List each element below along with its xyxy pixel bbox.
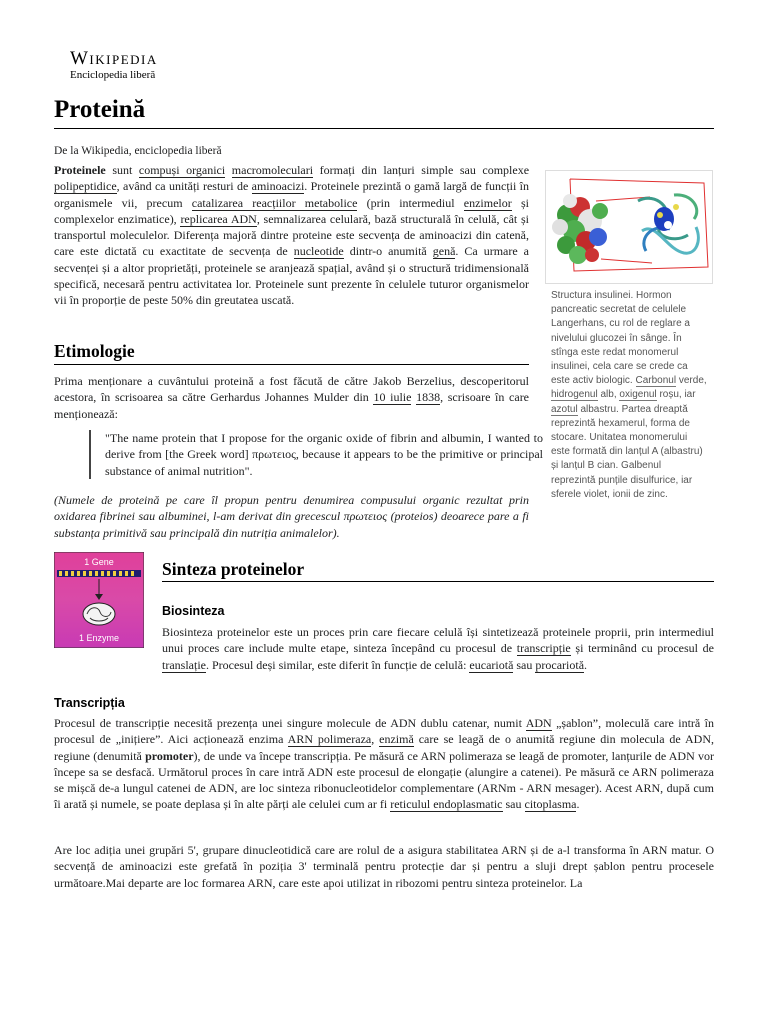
insulin-figure bbox=[545, 170, 713, 502]
etimologie-divider bbox=[54, 364, 529, 365]
berzelius-quote: "The name protein that I propose for the organic oxide of fibrin and albumin, I wanted to derive from [the Greek word] πρωτειος, because it appears to be the primitive or principal substance of animal nutrition". bbox=[89, 430, 543, 479]
link-enzimelor[interactable]: enzimelor bbox=[463, 195, 512, 210]
transcriptia-paragraph-2: Are loc adiția unei grupări 5', grupare dinucleotidică care are rolul de a asigura stabilitatea ARN și de a-l transforma în ARN matur. O secvență de aminoacizi este grefată în poziția 3' terminală pentru protecție dar și pentru a sluji drept șablon pentru procesele următoare.Mai departe are loc formarea ARN, care este apoi utilizat in ribozomi pentru sinteza proteinelor. La bbox=[54, 843, 714, 890]
heading-sinteza-proteinelor: Sinteza proteinelor bbox=[162, 559, 305, 579]
enzyme-label: 1 Enzyme bbox=[78, 633, 120, 643]
heading-transcriptia: Transcripția bbox=[54, 696, 125, 710]
link-1838[interactable]: 1838 bbox=[416, 390, 441, 405]
link-arn-polimeraza[interactable]: ARN polimeraza bbox=[287, 732, 372, 747]
logo-wordmark: Wikipedia bbox=[70, 48, 158, 69]
link-carbonul[interactable]: Carbonul bbox=[635, 375, 677, 387]
lead-paragraph: Proteinele sunt compuși organici macromoleculari formați din lanțuri simple sau complexe polipeptidice, având ca unități resturi de aminoacizi. Proteinele prezintă o gamă largă de funcții în organismele vii, precum catalizarea reacțiilor metabolice (prin intermediul enzimelor și complexelor enzimatice), replicarea ADN, semnalizarea celulară, bază structurală în celulă, cât și transportul moleculelor. Diferența majoră dintre proteine este secvența de aminoacizi din catenă, care este dictată cu exactitate de secvența de nucleotide dintr-o anumită genă. Ca urmare a secvenței și a altor proprietăți, proteinele se aranjează spațial, având și o structură tridimensională specifică, necesară pentru activitatea lor. Proteinele sunt prezente în celulele tuturor organismelor vii în proporție de peste 50% din greutatea uscată. bbox=[54, 163, 530, 308]
figure-caption: Structura insulinei. Hormon pancreatic secretat de celulele Langerhans, cu rol de reglare a nivelului glucozei în sânge. În stînga este redat monomerul insulinei, cela care se crede ca este activ biologic. Carbonul verde, hidrogenul alb, oxigenul roșu, iar azotul albastru. Partea dreaptă reprezintă hexamerul, forma de stocare. Unitatea monomerului este formată din lanțul A (albastru) și lanțul B cian. Galbenul reprezintă punțile disulfurice, iar sferele violet, ionii de zinc. bbox=[551, 290, 707, 500]
one-gene-one-enzyme-image[interactable] bbox=[54, 552, 144, 648]
link-macromoleculari[interactable]: macromoleculari bbox=[231, 163, 314, 177]
link-translatie[interactable]: translație bbox=[162, 657, 206, 672]
page-title: Proteină bbox=[54, 96, 146, 123]
biosinteza-paragraph: Biosinteza proteinelor este un proces prin care fiecare celulă își sintetizează proteinele proprii, prin intermediul unui proces care include multe etape, sinteza începând cu procesul de transcripție și terminând cu procesul de translație. Procesul deși similar, este diferit în funcție de celulă: eucariotă sau procariotă. bbox=[162, 625, 714, 672]
link-replicarea-adn[interactable]: replicarea ADN bbox=[180, 211, 257, 226]
link-polipeptidice[interactable]: polipeptidice bbox=[54, 179, 117, 194]
link-enzima[interactable]: enzimă bbox=[379, 732, 414, 747]
bold-promoter: promoter bbox=[145, 748, 194, 763]
heading-etimologie: Etimologie bbox=[54, 341, 135, 361]
link-gena[interactable]: genă bbox=[432, 244, 456, 259]
link-hidrogenul[interactable]: hidrogenul bbox=[551, 389, 598, 401]
link-citoplasma[interactable]: citoplasma bbox=[524, 797, 577, 812]
quote-translation: (Numele de proteină pe care îl propun pentru denumirea compusului organic rezultat prin oxidarea fibrinei sau albuminei, l-am derivat din grecescul πρωτειος (proteios) deoarece pare a fi substanța primitivă sau principală din nutriția animalelor). bbox=[54, 493, 529, 540]
site-subtitle: De la Wikipedia, enciclopedia liberă bbox=[54, 145, 222, 157]
title-divider bbox=[54, 128, 714, 129]
link-catalizarea-reactiilor[interactable]: catalizarea reacțiilor metabolice bbox=[191, 195, 358, 210]
link-azotul[interactable]: azotul bbox=[551, 403, 578, 415]
link-10-iulie[interactable]: 10 iulie bbox=[373, 390, 412, 405]
wikipedia-logo[interactable] bbox=[70, 50, 210, 82]
link-oxigenul[interactable]: oxigenul bbox=[619, 389, 657, 401]
link-nucleotide[interactable]: nucleotide bbox=[293, 244, 344, 259]
heading-biosinteza: Biosinteza bbox=[162, 604, 225, 618]
link-procariota[interactable]: procariotă bbox=[535, 657, 585, 672]
link-compusi-organici[interactable]: compuși organici bbox=[138, 163, 226, 177]
insulin-structure-image[interactable] bbox=[545, 170, 713, 284]
gene-label: 1 Gene bbox=[84, 557, 114, 567]
link-eucariota[interactable]: eucariotă bbox=[469, 657, 514, 672]
bold-term: Proteinele bbox=[54, 163, 106, 177]
link-transcriptie[interactable]: transcripție bbox=[516, 641, 571, 656]
transcriptia-paragraph-1: Procesul de transcripție necesită prezența unei singure molecule de ADN dublu catenar, numit ADN „șablon”, moleculă care intră în procesul de „inițiere”. Aici acționează enzima ARN polimeraza, enzimă care se leagă de o anumită regiune din molecula de ADN, regiune (denumită promoter), de unde va începe transcripția. Pe măsură ce ARN polimeraza se leagă de promoter, lanțurile de ADN vor începe sa se desfacă. Următorul proces în care intră ADN este procesul de elongație (alungire a catenei). Pe măsură ce ARN polimeraza se mișcă de-a lungul catenei de ADN, are loc sinteza ribonucleotidelor complementare (ARNm - ARN mesager). Acest ARN, după cum îi arată și numele, se poate deplasa și în alte părți ale celulei cum ar fi reticulul endoplasmatic sau citoplasma. bbox=[54, 716, 714, 812]
link-reticulul-endoplasmatic[interactable]: reticulul endoplasmatic bbox=[390, 797, 503, 812]
sinteza-divider bbox=[162, 581, 714, 582]
link-aminoacizi[interactable]: aminoacizi bbox=[251, 179, 305, 194]
link-adn[interactable]: ADN bbox=[525, 716, 552, 730]
logo-tagline: Enciclopedia liberă bbox=[70, 69, 156, 81]
etymology-paragraph: Prima menționare a cuvântului proteină a fost făcută de către Jakob Berzelius, descoperitorul acestora, în scrisoarea sa către Gerhardus Johannes Mulder din 10 iulie 1838, scrisoare în care menționează: bbox=[54, 374, 530, 421]
